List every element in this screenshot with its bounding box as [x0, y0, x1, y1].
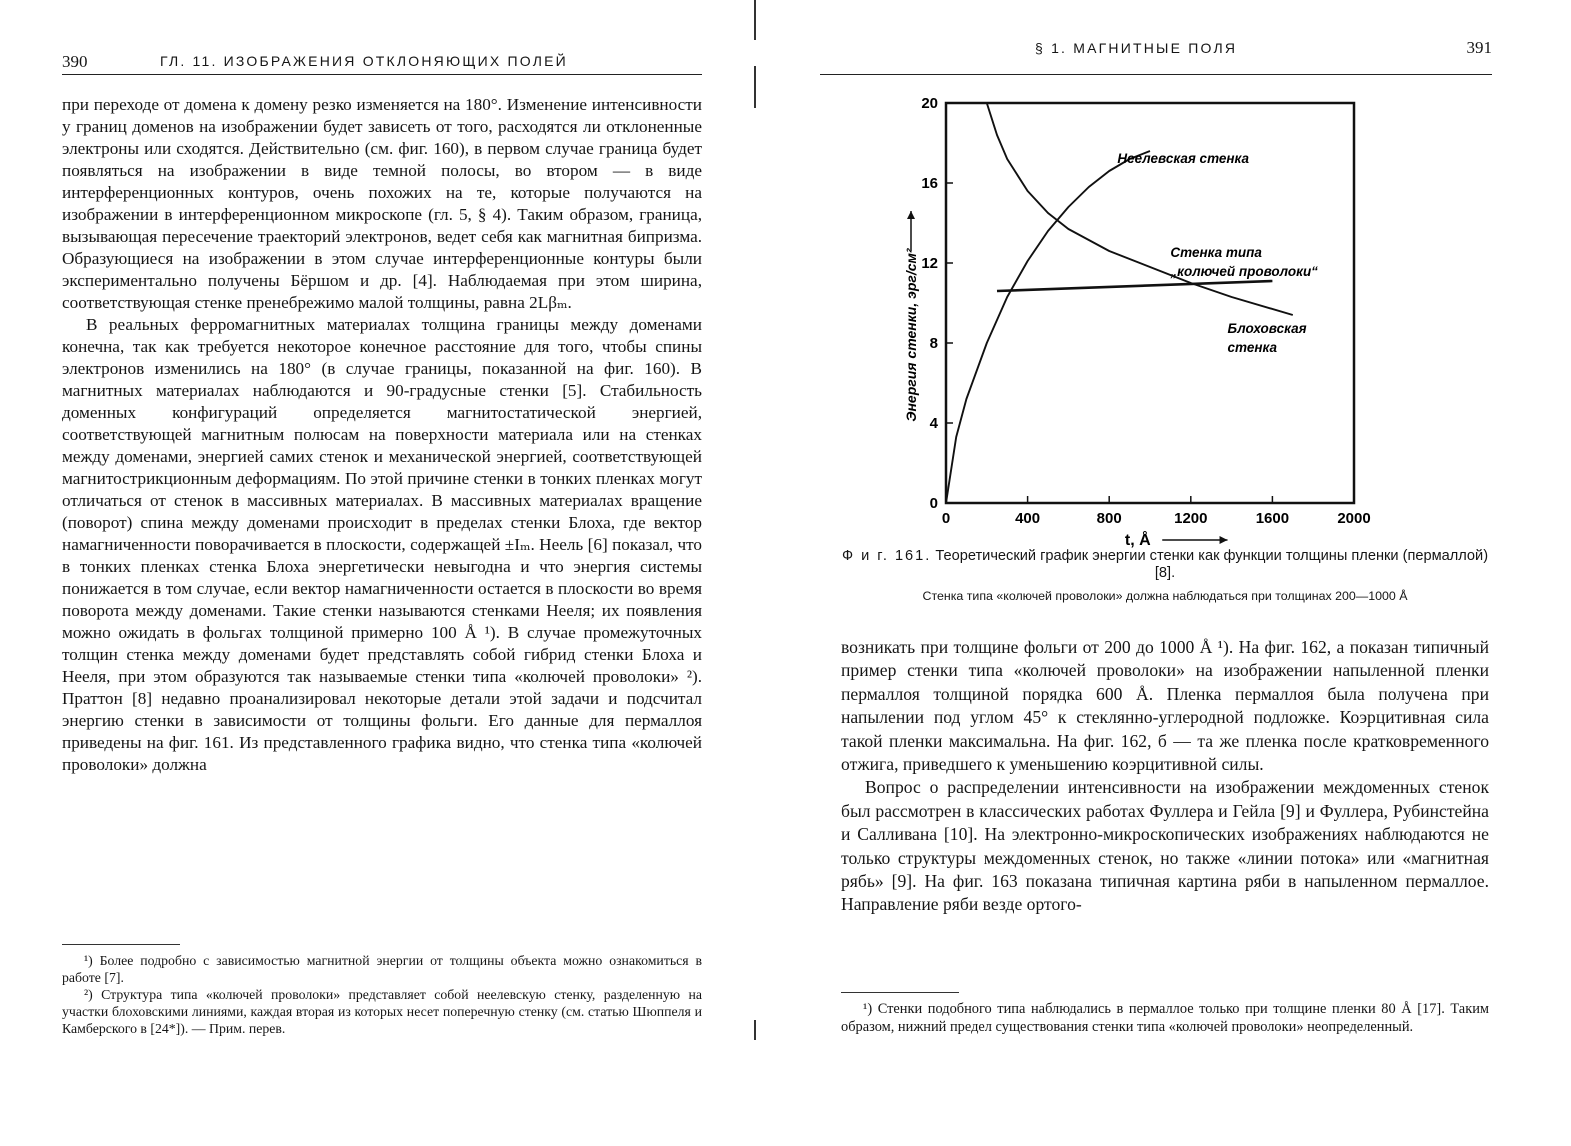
left-page-number: 390: [62, 52, 88, 71]
y-tick-label: 8: [929, 335, 938, 352]
series-label-2: Блоховская: [1227, 321, 1307, 336]
y-tick-label: 4: [929, 415, 938, 432]
y-tick-label: 16: [921, 175, 938, 192]
x-tick-label: 1200: [1174, 510, 1208, 527]
right-page-number: 391: [1466, 38, 1492, 57]
left-footnotes: [62, 952, 702, 1037]
left-paragraph-2: В реальных ферромагнитных материалах толщина границы между доменами конечна, так как требуется некоторое конечное расстояние для того, чтобы спины электронов изменились на 180° (в случае границы, показанной на фиг. 160). В магнитных материалах наблюдаются и 90-градусные стенки [5]. Стабильность доменных конфигураций определяется магнитостатической энергией, соответствующей магнитным полюсам на поверхности материала или на стенках между доменами, энергией самих стенок и механической энергией, соответствующей магнитострикционным деформациям. По этой причине стенки в тонких пленках могут отличаться от стенок в массивных материалах. В массивных материалах вращение (поворот) спина между доменами происходит в пределах стенки Блоха, где вектор намагниченности поворачивается в плоскости, содержащей ±Iₘ. Неель [6] показал, что в тонких пленках стенка Блоха энергетически невыгодна и что энергия системы понижается в том случае, если вектор намагниченности остается в плоскости во время поворота между доменами. Такие стенки называются стенками Нееля; их появления можно ожидать в фольгах толщиной примерно 100 Å ¹). В случае промежуточных толщин стенка между доменами будет представлять собой гибрид стенки Блоха и Нееля, при этом образуются так называемые стенки типа «колючей проволоки» ²). Праттон [8] недавно проанализировал некоторые детали этой задачи и подсчитал энергию стенки в зависимости от толщины фольги. Его данные для пермаллоя приведены на фиг. 161. Из представленного графика видно, что стенка типа «колючей проволоки» должна: [62, 315, 702, 774]
left-body-text: [62, 94, 702, 776]
left-footnote-rule: [62, 944, 180, 945]
right-footnote-1: ¹) Стенки подобного типа наблюдались в пермаллое только при толщине пленки 80 Å [17]. Таким образом, нижний предел существования стенки типа «колючей проволоки» неопределенный.: [841, 1001, 1489, 1035]
y-axis-label: Энергия стенки, эрг/см²: [903, 248, 919, 422]
left-footnote-1: ¹) Более подробно с зависимостью магнитной энергии от толщины объекта можно ознакомиться в работе [7].: [62, 953, 702, 985]
figure-caption-text: Теоретический график энергии стенки как функции толщины пленки (пермаллой) [8].: [935, 548, 1489, 581]
energy-chart: [896, 88, 1396, 558]
right-paragraph-1: возникать при толщине фольги от 200 до 1000 Å ¹). На фиг. 162, а показан типичный пример стенки типа «колючей проволоки» на изображении напыленной пленки пермаллоя толщиной порядка 600 Å. Пленка пермаллоя была получена при напылении под углом 45° к стеклянно-углеродной подложке. Коэрцитивная сила такой пленки максимальна. На фиг. 162, б — та же пленка после кратковременного отжига, приведшего к уменьшению коэрцитивной силы.: [841, 637, 1489, 775]
y-tick-label: 20: [921, 95, 938, 112]
series-label-1: „колючей проволоки“: [1170, 264, 1318, 279]
x-tick-label: 400: [1015, 510, 1041, 527]
right-page-header: [820, 38, 1492, 75]
left-page-header: [62, 52, 702, 75]
series-line-1: [997, 281, 1272, 291]
figure-caption-note: Стенка типа «колючей проволоки» должна наблюдаться при толщинах 200—1000 Å: [922, 589, 1408, 603]
series-label-1: Стенка типа: [1170, 245, 1262, 260]
y-axis-arrowhead: [907, 211, 915, 219]
right-footnotes: [841, 1000, 1489, 1036]
x-axis-arrowhead: [1220, 536, 1228, 544]
figure-label: Ф и г. 161.: [841, 548, 932, 564]
left-footnote-2: ²) Структура типа «колючей проволоки» представляет собой неелевскую стенку, разделенную на участки блоховскими линиями, каждая вторая из которых несет поперечную стенку (см. статью Шюппеля и Камберского в [24*]). — Прим. перев.: [62, 987, 702, 1036]
right-footnote-rule: [841, 992, 959, 993]
right-page: [786, 0, 1571, 1146]
left-paragraph-1: при переходе от домена к домену резко изменяется на 180°. Изменение интенсивности у границ доменов на изображении будет зависеть от того, расходятся ли отклоненные электроны или сходятся. Действительно (см. фиг. 160), в первом случае граница будет появляться на изображении в виде темной полосы, во втором — в виде интерференционных контуров, очень похожих на те, которые получаются на изображении в интерференционном микроскопе (гл. 5, § 4). Таким образом, граница, вызывающая пересечение траекторий электронов, ведет себя как магнитная бипризма. Образующиеся на изображении в этом случае интерференционные контуры были экспериментально получены Бёршом и др. [4]. Наблюдаемая при этом ширина, соответствующая стенке пренебрежимо малой толщины, равна 2Lβₘ.: [62, 95, 702, 312]
series-label-0: Неелевская стенка: [1117, 151, 1250, 166]
x-tick-label: 1600: [1255, 510, 1290, 527]
right-body-text: [841, 636, 1489, 917]
x-tick-label: 2000: [1337, 510, 1371, 527]
x-tick-label: 800: [1096, 510, 1122, 527]
page-gutter: [752, 0, 760, 1146]
figure-161: [896, 88, 1396, 558]
right-running-head: § 1. МАГНИТНЫЕ ПОЛЯ: [1035, 40, 1238, 56]
left-page: [0, 0, 760, 1146]
x-axis-label: t, Å: [1124, 532, 1151, 549]
figure-caption: [841, 548, 1489, 582]
left-running-head: ГЛ. 11. ИЗОБРАЖЕНИЯ ОТКЛОНЯЮЩИХ ПОЛЕЙ: [160, 53, 568, 69]
series-line-0: [946, 151, 1150, 503]
series-label-2: стенка: [1227, 340, 1278, 355]
right-paragraph-2: Вопрос о распределении интенсивности на изображении междоменных стенок был рассмотрен в классических работах Фуллера и Гейла [9] и Фуллера, Рубинстейна и Салливана [10]. На электронно-микроскопических изображениях наблюдаются не только структуры междоменных стенок, но также «линии потока» или «магнитная рябь» [9]. На фиг. 163 показана типичная картина ряби в напыленном пермаллое. Направление ряби везде ортого-: [841, 777, 1489, 915]
y-tick-label: 0: [929, 495, 938, 512]
x-tick-label: 0: [941, 510, 951, 527]
y-tick-label: 12: [921, 255, 938, 272]
